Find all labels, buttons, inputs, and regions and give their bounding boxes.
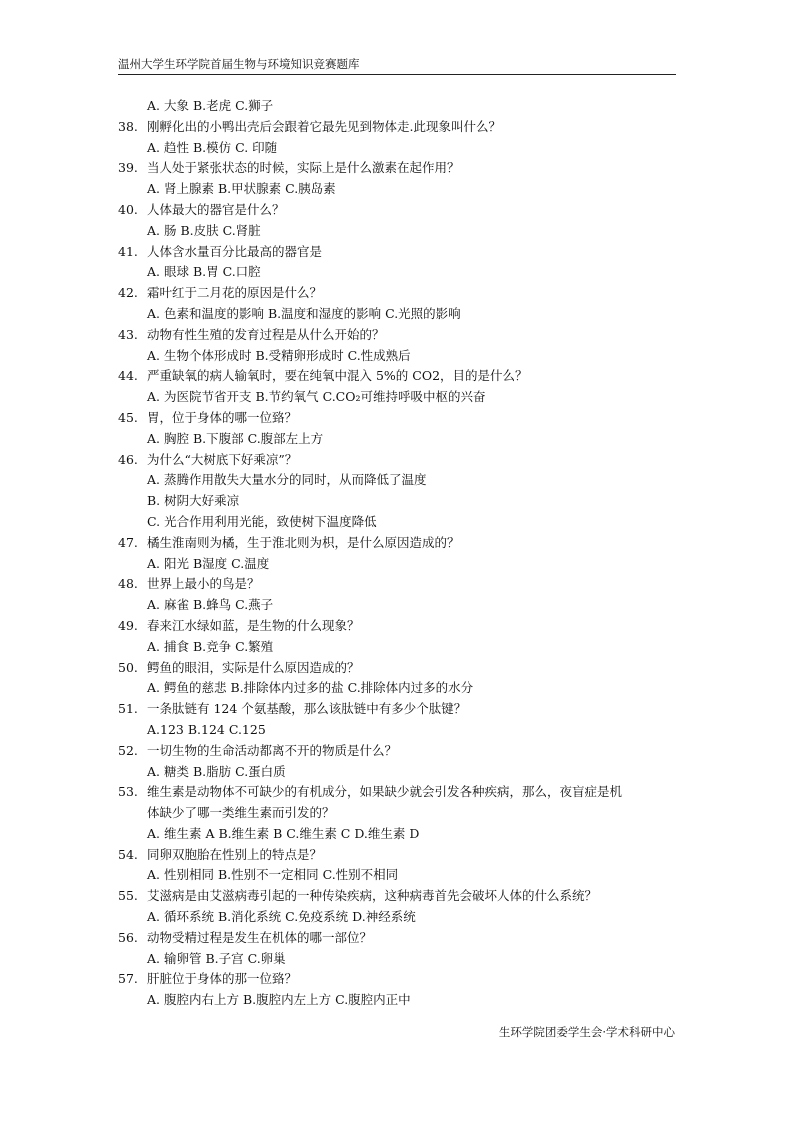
option-text: A. 性别相同 B.性别不一定相同 C.性别不相同 <box>147 867 399 883</box>
question-line <box>118 616 688 637</box>
question-number: 46. <box>118 451 138 467</box>
question-text: 动物有性生殖的发育过程是从什么开始的？ <box>147 326 385 342</box>
question-number: 57. <box>118 971 138 987</box>
option-line <box>118 865 688 886</box>
option-line <box>118 221 688 242</box>
question-line <box>118 699 688 720</box>
question-text: 人体含水量百分比最高的器官是 <box>147 243 323 259</box>
question-number: 54. <box>118 846 138 862</box>
page-footer: 生环学院团委学生会·学术科研中心 <box>498 1025 675 1039</box>
option-text: A. 麻雀 B.蜂鸟 C.燕子 <box>147 597 274 613</box>
option-line <box>118 803 688 824</box>
question-line <box>118 969 688 990</box>
question-number: 41. <box>118 243 138 259</box>
option-text: C. 光合作用利用光能，致使树下温度降低 <box>147 513 377 529</box>
question-number: 49. <box>118 617 138 633</box>
question-number: 44. <box>118 368 138 384</box>
question-text: 胃，位于身体的哪一位臵？ <box>147 409 298 425</box>
question-text: 维生素是动物体不可缺少的有机成分，如果缺少就会引发各种疾病，那么，夜盲症是机 <box>147 784 623 800</box>
option-text: A. 循环系统 B.消化系统 C.免疫系统 D.神经系统 <box>147 909 416 925</box>
option-text: A. 鳄鱼的慈悲 B.排除体内过多的盐 C.排除体内过多的水分 <box>147 680 474 696</box>
question-text: 同卵双胞胎在性别上的特点是？ <box>147 846 323 862</box>
question-line <box>118 574 688 595</box>
question-number: 42. <box>118 285 138 301</box>
question-line <box>118 408 688 429</box>
option-line <box>118 96 688 117</box>
question-number: 50. <box>118 659 138 675</box>
question-line <box>118 325 688 346</box>
question-number: 51. <box>118 701 138 717</box>
option-text: A. 生物个体形成时 B.受精卵形成时 C.性成熟后 <box>147 347 411 363</box>
question-line <box>118 158 688 179</box>
question-text: 肝脏位于身体的那一位臵？ <box>147 971 298 987</box>
question-text: 严重缺氧的病人输氧时，要在纯氧中混入 5%的 CO2，目的是什么？ <box>147 368 528 384</box>
option-text: 体缺少了哪一类维生素而引发的？ <box>147 805 335 821</box>
question-text: 春来江水绿如蓝，是生物的什么现象？ <box>147 617 360 633</box>
option-line <box>118 512 688 533</box>
option-line <box>118 720 688 741</box>
option-text: A. 蒸腾作用散失大量水分的同时，从而降低了温度 <box>147 472 427 488</box>
question-number: 55. <box>118 888 138 904</box>
option-text: A. 肾上腺素 B.甲状腺素 C.胰岛素 <box>147 181 336 197</box>
option-text: A. 输卵管 B.子宫 C.卵巢 <box>147 950 286 966</box>
question-text: 一条肽链有 124 个氨基酸，那么该肽链中有多少个肽键？ <box>147 701 467 717</box>
option-line <box>118 304 688 325</box>
option-text: A. 色素和温度的影响 B.温度和湿度的影响 C.光照的影响 <box>147 305 461 321</box>
question-number: 39. <box>118 160 138 176</box>
question-line <box>118 450 688 471</box>
question-text: 一切生物的生命活动都离不开的物质是什么？ <box>147 742 398 758</box>
option-line <box>118 429 688 450</box>
question-line <box>118 242 688 263</box>
question-text: 当人处于紧张状态的时候，实际上是什么激素在起作用？ <box>147 160 460 176</box>
question-line <box>118 117 688 138</box>
question-text: 为什么“大树底下好乘凉”？ <box>147 451 298 467</box>
option-text: A. 为医院节省开支 B.节约氧气 C.CO₂可维持呼吸中枢的兴奋 <box>147 389 486 405</box>
option-text: B. 树阴大好乘凉 <box>147 493 240 509</box>
question-number: 47. <box>118 534 138 550</box>
page-header <box>118 56 676 75</box>
question-line <box>118 533 688 554</box>
option-line <box>118 678 688 699</box>
question-text: 刚孵化出的小鸭出壳后会跟着它最先见到物体走.此现象叫什么？ <box>147 118 501 134</box>
question-line <box>118 845 688 866</box>
option-text: A. 胸腔 B.下腹部 C.腹部左上方 <box>147 430 324 446</box>
header-title: 温州大学生环学院首届生物与环境知识竞赛题库 <box>118 57 360 71</box>
question-list <box>118 96 688 1011</box>
option-line <box>118 595 688 616</box>
option-line <box>118 491 688 512</box>
option-line <box>118 762 688 783</box>
question-number: 52. <box>118 742 138 758</box>
option-text: A. 腹腔内右上方 B.腹腔内左上方 C.腹腔内正中 <box>147 992 411 1008</box>
question-number: 56. <box>118 929 138 945</box>
question-line <box>118 658 688 679</box>
question-number: 45. <box>118 409 138 425</box>
option-line <box>118 824 688 845</box>
question-text: 世界上最小的鸟是？ <box>147 576 260 592</box>
option-line <box>118 179 688 200</box>
question-number: 43. <box>118 326 138 342</box>
question-text: 橘生淮南则为橘，生于淮北则为枳，是什么原因造成的？ <box>147 534 460 550</box>
option-line <box>118 990 688 1011</box>
option-text: A. 趋性 B.模仿 C. 印随 <box>147 139 278 155</box>
option-text: A.123 B.124 C.125 <box>147 721 266 737</box>
question-text: 艾滋病是由艾滋病毒引起的一种传染疾病，这种病毒首先会破坏人体的什么系统？ <box>147 888 598 904</box>
option-line <box>118 554 688 575</box>
question-line <box>118 886 688 907</box>
question-line <box>118 283 688 304</box>
question-text: 人体最大的器官是什么？ <box>147 201 285 217</box>
question-line <box>118 928 688 949</box>
option-line <box>118 637 688 658</box>
question-number: 38. <box>118 118 138 134</box>
question-line <box>118 200 688 221</box>
question-line <box>118 782 688 803</box>
option-line <box>118 346 688 367</box>
option-line <box>118 470 688 491</box>
question-line <box>118 741 688 762</box>
option-text: A. 维生素 A B.维生素 B C.维生素 C D.维生素 D <box>147 825 420 841</box>
option-text: A. 大象 B.老虎 C.狮子 <box>147 98 274 113</box>
option-text: A. 阳光 B湿度 C.温度 <box>147 555 270 571</box>
question-number: 40. <box>118 201 138 217</box>
option-line <box>118 907 688 928</box>
option-line <box>118 138 688 159</box>
question-number: 53. <box>118 784 138 800</box>
question-text: 霜叶红于二月花的原因是什么？ <box>147 285 323 301</box>
option-line <box>118 262 688 283</box>
option-line <box>118 949 688 970</box>
question-text: 动物受精过程是发生在机体的哪一部位？ <box>147 929 373 945</box>
question-line <box>118 366 688 387</box>
option-text: A. 糖类 B.脂肪 C.蛋白质 <box>147 763 286 779</box>
option-text: A. 肠 B.皮肤 C.肾脏 <box>147 222 261 238</box>
question-text: 鳄鱼的眼泪，实际是什么原因造成的？ <box>147 659 360 675</box>
option-text: A. 眼球 B.胃 C.口腔 <box>147 264 261 280</box>
option-line <box>118 387 688 408</box>
question-number: 48. <box>118 576 138 592</box>
option-text: A. 捕食 B.竞争 C.繁殖 <box>147 638 274 654</box>
